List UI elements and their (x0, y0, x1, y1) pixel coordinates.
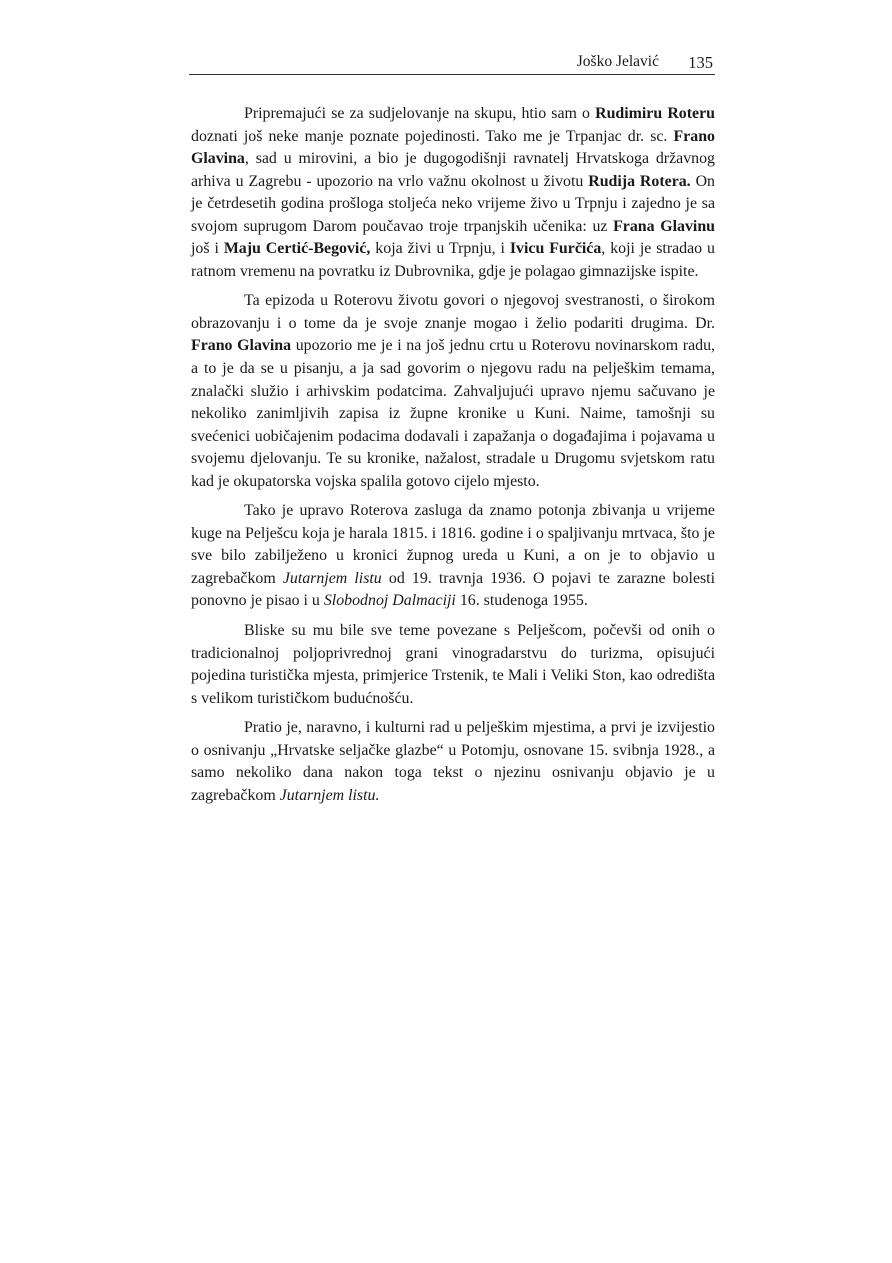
italic-title: Jutarnjem listu (282, 569, 382, 587)
paragraph-4 (191, 620, 715, 710)
bold-name: Ivicu Furčića (509, 240, 602, 258)
text-run: Pripremajući se za sudjelovanje na skupu, htio sam o (244, 105, 596, 122)
body-text (191, 103, 715, 814)
text-run: 16. studenoga 1955. (455, 592, 588, 610)
paragraph-3 (191, 500, 715, 613)
text-run: koja živi u Trpnju, i (370, 240, 510, 258)
text-run: On je četrdesetih godina prošloga stoljeća neko vrijeme živo u Trpnju i zajedno je sa svojom suprugom Darom poučavao troje trpanjskih učenika: uz (191, 172, 715, 235)
text-run: Ta epizoda u Roterovu životu govori o njegovoj svestranosti, o širokom obrazovanju i o tome da je svoje znanje mogao i želio podariti drugima. Dr. (191, 292, 715, 332)
text-run: od 19. travnja 1936. O pojavi te zarazne bolesti ponovno je pisao i u (191, 569, 716, 610)
paragraph-1 (191, 103, 715, 283)
page-number: 135 (688, 53, 713, 72)
paragraph-5 (191, 717, 715, 807)
bold-name: Frano Glavina (191, 127, 715, 168)
text-run: još i (191, 240, 224, 258)
text-run: Bliske su mu bile sve teme povezane s Pelješcom, počevši od onih o tradicionalnoj poljoprivrednoj grani vinogradarstvu do turizma, opisujući pojedina turistička mjesta, primjerice Trstenik, te Mali i Veliki Ston, kao odredišta s velikom turističkom budućnošću. (191, 622, 715, 707)
text-run: , koji je stradao u ratnom vremenu na povratku iz Dubrovnika, gdje je polagao gimnazijske ispite. (191, 240, 715, 280)
text-run: , sad u mirovini, a bio je dugogodišnji ravnatelj Hrvatskoga državnog arhiva u Zagrebu - upozorio na vrlo važnu okolnost u životu (191, 150, 715, 190)
text-run: doznati još neke manje poznate pojedinosti. Tako me je Trpanjac dr. sc. (191, 127, 674, 145)
bold-name: Maju Certić-Begović, (223, 240, 371, 258)
bold-name: Rudija Rotera. (588, 172, 691, 190)
running-header (189, 50, 715, 75)
header-author: Joško Jelavić (576, 53, 659, 70)
paragraph-2 (191, 290, 715, 493)
bold-name: Rudimiru Roteru (595, 105, 715, 122)
bold-name: Frana Glavinu (613, 217, 715, 235)
text-run: Tako je upravo Roterova zasluga da znamo potonja zbivanja u vrijeme kuge na Pelješcu koja je harala 1815. i 1816. godine i o spaljivanju mrtvaca, što je sve bilo zabilježeno u kronici župnog ureda u Kuni, a on je to objavio u zagrebačkom (191, 502, 715, 587)
italic-title: Slobodnoj Dalmaciji (323, 592, 456, 610)
bold-name: Frano Glavina (191, 337, 292, 355)
text-run: Pratio je, naravno, i kulturni rad u pelješkim mjestima, a prvi je izvijestio o osnivanju „Hrvatske seljačke glazbe“ u Potomju, osnovane 15. svibnja 1928., a samo nekoliko dana nakon toga tekst o njezinu osnivanju objavio je u zagrebačkom (191, 719, 715, 804)
italic-title: Jutarnjem listu. (279, 786, 380, 804)
text-run: upozorio me je i na još jednu crtu u Roterovu novinarskom radu, a to je da se u pisanju, a ja sad govorim o njegovu radu na pelješkim temama, znalački služio i arhivskim podatcima. Zahvaljujući upravo njemu sačuvano je nekoliko zanimljivih zapisa iz župne kronike u Kuni. Naime, tamošnji su svećenici uobičajenim podacima dodavali i zapažanja o događajima i pojavama u svojemu djelovanju. Te su kronike, nažalost, stradale u Drugomu svjetskom ratu kad je okupatorska vojska spalila gotovo cijelo mjesto. (191, 337, 715, 490)
